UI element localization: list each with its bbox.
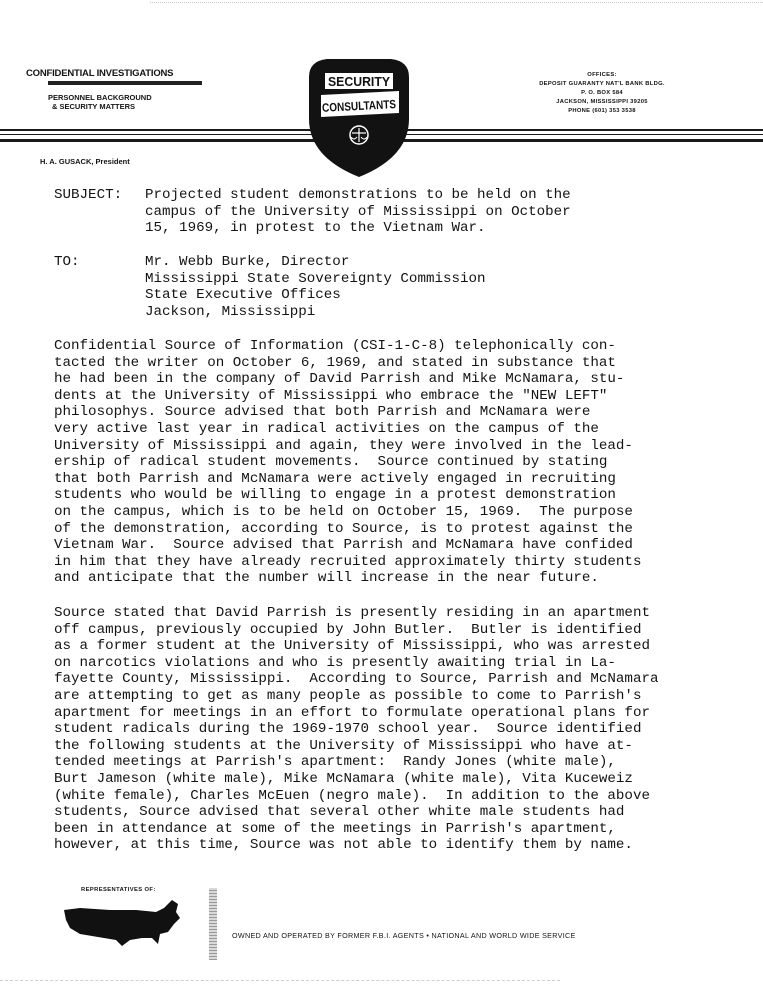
letterhead-subtitle — [26, 93, 206, 111]
body-paragraph-2: Source stated that David Parrish is presently residing in an apartment off campus, previously occupied by John Butler. Butler is identified as a former student at the University of Mississippi, who was arrested on narcotics violations and who is presently awaiting trial in La- fayette County, Mississippi. According to Source, Parrish and McNamara are attempting to get as many people as possible to come to Parrish's apartment for meetings in an effort to formulate operational plans for student radicals during the 1969-1970 school year. Source identified the following students at the University of Mississippi who have at- tended meetings at Parrish's apartment: Randy Jones (white male), Burt Jameson (white male), Mike McNamara (white male), Vita Kuceweiz (white female), Charles McEuen (negro male). In addition to the above students, Source advised that several other white male students had been in attendance at some of the meetings in Parrish's apartment, however, at this time, Source was not able to identify them by name. — [54, 605, 659, 854]
footer-tagline: OWNED AND OPERATED BY FORMER F.B.I. AGENTS • NATIONAL AND WORLD WIDE SERVICE — [232, 931, 576, 940]
offices-line: DEPOSIT GUARANTY NAT'L BANK BLDG. — [539, 81, 665, 87]
letterhead-subtitle-line: PERSONNEL BACKGROUND — [48, 93, 152, 102]
letterhead-offices — [512, 71, 692, 116]
offices-line: JACKSON, MISSISSIPPI 39205 — [556, 99, 648, 105]
subject-label: SUBJECT: — [54, 187, 123, 203]
offices-line: PHONE (601) 353 3538 — [568, 108, 636, 114]
letterhead-subtitle-line: & SECURITY MATTERS — [52, 102, 136, 111]
subject-text: Projected student demonstrations to be held on the campus of the University of Mississippi on October 15, 1969, in protest to the Vietnam War. — [145, 187, 571, 237]
security-consultants-seal-logo — [307, 55, 411, 179]
letterhead-underline — [48, 81, 202, 85]
representatives-label: REPRESENTATIVES OF: — [81, 887, 156, 893]
offices-line: OFFICES: — [587, 72, 617, 78]
recipient-label: TO: — [54, 254, 80, 270]
letterhead-left — [26, 68, 206, 111]
top-dotted-rule — [150, 2, 763, 3]
offices-line: P. O. BOX 584 — [581, 90, 623, 96]
letterhead-title: CONFIDENTIAL INVESTIGATIONS — [26, 68, 174, 79]
body-paragraph-1: Confidential Source of Information (CSI-1-C-8) telephonically con- tacted the writer on October 6, 1969, and stated in substance that he had been in the company of David Parrish and Mike McNamara, stu- dents at the University of Mississippi who embrace the "NEW LEFT" philosophys. Source advised that both Parrish and McNamara were very active last year in radical activities on the campus of the University of Mississippi and again, they were involved in the lead- ership of radical student movements. Source continued by stating that both Parrish and McNamara were actively engaged in recruiting students who would be willing to engage in a protest demonstration on the campus, which is to be held on October 15, 1969. The purpose of the demonstration, according to Source, is to protest against the Vietnam War. Source advised that Parrish and McNamara have confided in him that they have already recruited approximately thirty students and anticipate that the number will increase in the near future. — [54, 338, 642, 587]
recipient-address: Mr. Webb Burke, Director Mississippi State Sovereignty Commission State Executive Offices Jackson, Mississippi — [145, 254, 486, 320]
united-states-map-icon — [60, 898, 190, 946]
seal-bottom-text: CONSULTANTS — [321, 96, 411, 115]
footer-divider-stripe — [209, 888, 217, 960]
company-president: H. A. GUSACK, President — [40, 157, 130, 166]
bottom-dotted-rule — [0, 980, 560, 981]
seal-top-text: SECURITY — [328, 74, 391, 89]
